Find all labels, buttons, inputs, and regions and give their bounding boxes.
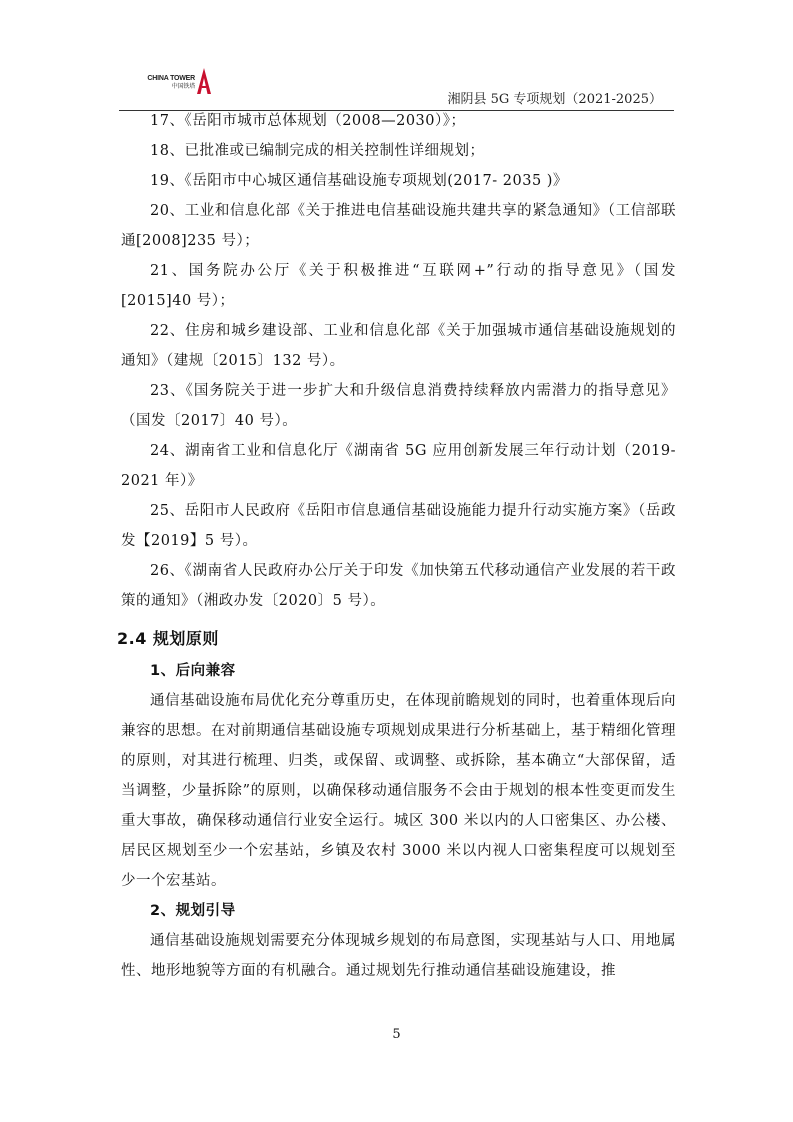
paragraph-backward-compatibility: 通信基础设施布局优化充分尊重历史，在体现前瞻规划的同时，也着重体现后向兼容的思想。在对前期通信基础设施专项规划成果进行分析基础上，基于精细化管理的原则，对其进行梳理、归类，或保留、或调整、或拆除，基本确立“大部保留，适当调整，少量拆除”的原则，以确保移动通信服务不会由于规划的根本性变更而发生重大事故，确保移动通信行业安全运行。城区 300 米以内的人口密集区、办公楼、居民区规划至少一个宏基站，乡镇及农村 3000 米以内视人口密集程度可以规划至少一个宏基站。 — [121, 693, 676, 889]
tower-logo-icon — [197, 68, 211, 94]
reference-item: 25、岳阳市人民政府《岳阳市信息通信基础设施能力提升行动实施方案》（岳政发【2019】5 号）。 — [121, 503, 676, 549]
page-header — [119, 62, 674, 111]
subsection-heading-1: 1、后向兼容 — [150, 663, 236, 679]
reference-item: 17、《岳阳市城市总体规划（2008—2030）》； — [150, 113, 466, 129]
page-body — [117, 106, 676, 986]
logo-text — [137, 74, 195, 92]
subsection-heading-2: 2、规划引导 — [150, 903, 236, 919]
reference-item: 23、《国务院关于进一步扩大和升级信息消费持续释放内需潜力的指导意见》（国发〔2017〕40 号）。 — [121, 383, 676, 429]
reference-item: 26、《湖南省人民政府办公厅关于印发《加快第五代移动通信产业发展的若干政策的通知》（湘政办发〔2020〕5 号）。 — [121, 563, 676, 609]
logo-cn: 中国铁塔 — [171, 84, 195, 90]
reference-item: 20、工业和信息化部《关于推进电信基础设施共建共享的紧急通知》（工信部联通[2008]235 号）； — [121, 203, 676, 249]
reference-item: 18、已批准或已编制完成的相关控制性详细规划； — [150, 143, 485, 159]
page-number: 5 — [392, 1027, 401, 1042]
section-heading: 2.4 规划原则 — [117, 629, 219, 648]
reference-item: 24、湖南省工业和信息化厅《湖南省 5G 应用创新发展三年行动计划（2019-2021 年）》 — [121, 443, 676, 489]
document-title: 湘阴县 5G 专项规划（2021-2025） — [447, 92, 662, 107]
logo-en: CHINA TOWER — [147, 75, 195, 82]
reference-item: 21、国务院办公厅《关于积极推进“互联网+”行动的指导意见》（国发[2015]40 号）； — [121, 263, 676, 309]
reference-item: 22、住房和城乡建设部、工业和信息化部《关于加强城市通信基础设施规划的通知》（建规〔2015〕132 号）。 — [121, 323, 676, 369]
reference-item: 19、《岳阳市中心城区通信基础设施专项规划(2017- 2035 )》 — [150, 173, 568, 189]
paragraph-planning-guidance: 通信基础设施规划需要充分体现城乡规划的布局意图，实现基站与人口、用地属性、地形地貌等方面的有机融合。通过规划先行推动通信基础设施建设，推 — [121, 933, 676, 979]
china-tower-logo — [137, 68, 227, 98]
